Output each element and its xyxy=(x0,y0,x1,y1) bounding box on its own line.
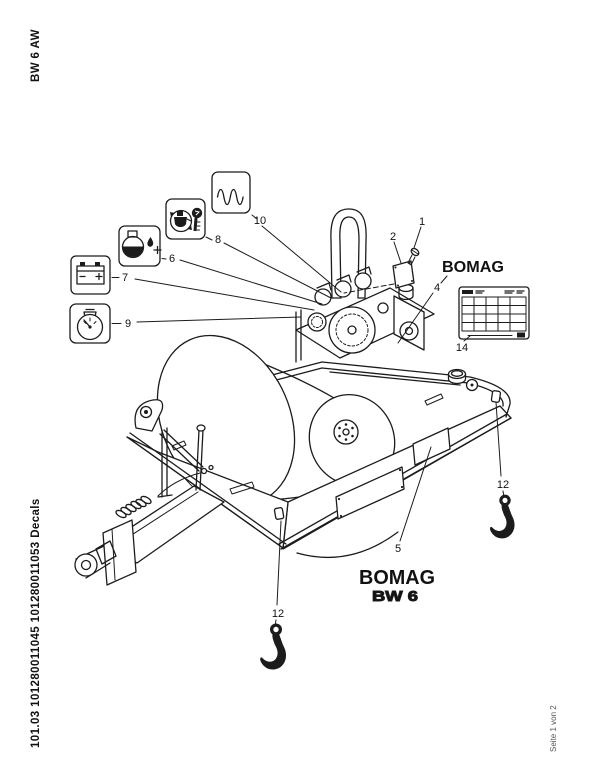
cable-fitting xyxy=(202,469,207,474)
drum-under-arc xyxy=(297,532,398,557)
callout-8: 8 xyxy=(214,234,222,246)
engine-oil-icon xyxy=(119,226,161,266)
bracket-pin xyxy=(144,410,148,414)
cable-end xyxy=(209,466,213,470)
cylinder-heads xyxy=(315,267,371,305)
callout-5: 5 xyxy=(394,543,402,555)
callout-12-right: 12 xyxy=(496,479,510,491)
lifting-point-tag-right xyxy=(491,390,500,402)
callout-2: 2 xyxy=(389,231,397,243)
engine-detail xyxy=(378,303,388,313)
page-number: Seite 1 von 2 xyxy=(549,705,558,752)
hitch-block xyxy=(103,520,136,585)
page-footer-reference: 101.03 101280011045 101280011053 Decals xyxy=(30,498,42,748)
pressure-gauge-icon xyxy=(70,304,110,343)
bomag-logo-bottom: BOMAG xyxy=(359,567,435,589)
alternator xyxy=(308,313,326,331)
callout-9: 9 xyxy=(124,318,132,330)
bomag-logo-top: BOMAG xyxy=(442,259,504,276)
vibration-wave-icon xyxy=(212,172,250,213)
spring-coil xyxy=(115,495,152,519)
callout-6: 6 xyxy=(168,253,176,265)
callout-1: 1 xyxy=(418,216,426,228)
callout-4: 4 xyxy=(433,282,441,294)
battery-icon xyxy=(71,256,110,294)
page-model-header: BW 6 AW xyxy=(30,29,42,82)
lifting-hook-left xyxy=(260,624,286,670)
callout-14: 14 xyxy=(455,342,469,354)
callout-10: 10 xyxy=(253,215,267,227)
lifting-hook-right xyxy=(490,495,515,539)
lifting-point-tag-left xyxy=(274,507,284,519)
pump xyxy=(400,322,418,340)
towing-eye xyxy=(75,554,97,576)
frame-pivot-pin xyxy=(471,384,474,387)
callout-12-left: 12 xyxy=(271,608,285,620)
callout-7: 7 xyxy=(121,272,129,284)
type-plate-icon xyxy=(459,287,529,339)
oil-change-key-icon xyxy=(166,199,205,239)
bw6-model-logo: BW 6 xyxy=(372,588,418,605)
lever-knob xyxy=(197,425,205,431)
